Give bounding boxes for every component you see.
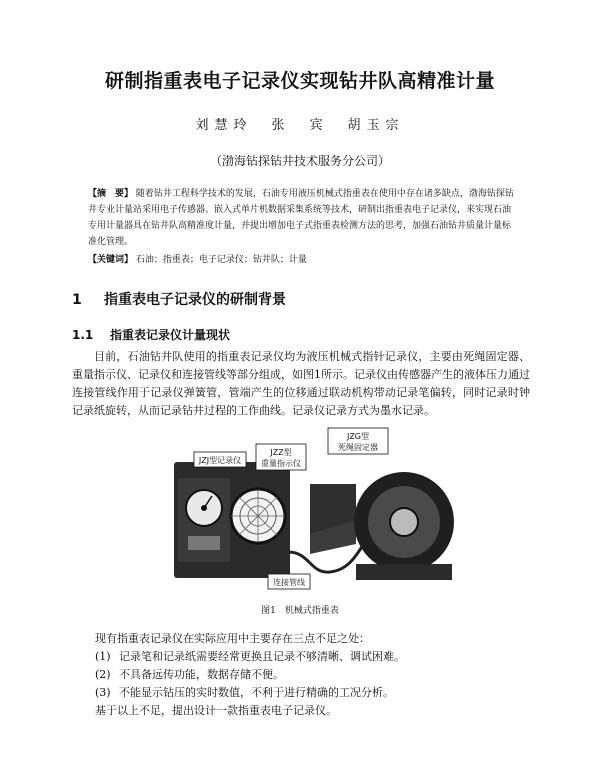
list-item-number: (2) (95, 668, 111, 681)
subsection-heading (72, 326, 230, 343)
section-heading (72, 289, 286, 309)
label-indicator-line2: 重量指示仪 (261, 459, 301, 468)
abstract-text: 随着钻井工程科学技术的发展，石油专用液压机械式指重表在使用中存在诸多缺点，渤海钻探钻井专业计量站采用电子传感器、嵌入式单片机数据采集系统等技术，研制出指重表电子记录仪，来实现石油专用计量器具在钻井队高精准度计量，并提出增加电子式指重表检测方法的思考，加强石油钻井质量计量标准化管理。 (88, 189, 514, 247)
paper-title: 研制指重表电子记录仪实现钻井队高精准计量 (104, 70, 495, 92)
label-anchor-line1: JZG型 (346, 432, 370, 441)
body-paragraph: 目前，石油钻井队使用的指重表记录仪均为液压机械式指针记录仪，主要由死绳固定器、重量指示仪、记录仪和连接管线等部分组成，如图1所示。记录仪由传感器产生的液体压力通过连接管线作用于记录仪弹簧管，管端产生的位移通过联动机构带动记录笔偏转，同时记录时钟记录纸旋转，从而记录钻井过程的工作曲线。记录仪记录方式为墨水记录。 (72, 350, 530, 417)
list-intro: 现有指重表记录仪在实际应用中主要存在三点不足之处： (95, 632, 370, 645)
figure-caption: 图1 机械式指重表 (261, 606, 339, 616)
keywords-text: 石油；指重表；电子记录仪；钻井队；计量 (135, 255, 307, 265)
after-figure-text (95, 630, 535, 720)
anchor-base (356, 564, 452, 580)
subsection-title: 指重表记录仪计量现状 (110, 328, 231, 342)
section-number: 1 (72, 292, 82, 308)
paper-affiliation: （渤海钻探钻井技术服务分公司） (209, 154, 390, 168)
subsection-number: 1.1 (72, 328, 94, 342)
list-item (95, 684, 535, 702)
mechanical-weight-indicator-illustration (160, 424, 456, 596)
paper-authors: 刘慧玲 张 宾 胡玉宗 (195, 118, 405, 133)
label-recorder: JZJ型记录仪 (198, 456, 242, 465)
label-pipe: 连接管线 (273, 578, 305, 587)
figure-1 (160, 424, 456, 596)
list-item-number: (1) (95, 650, 111, 663)
abstract (88, 186, 518, 250)
list-item-text: 记录笔和记录纸需要经常更换且记录不够清晰、调试困难。 (119, 650, 405, 663)
abstract-label: 【摘 要】 (88, 189, 134, 199)
conclusion-text: 基于以上不足，提出设计一款指重表电子记录仪。 (95, 704, 337, 717)
label-indicator-line1: JZZ型 (270, 448, 292, 457)
label-anchor-line2: 死绳固定器 (338, 443, 378, 452)
list-item-text: 不能显示钻压的实时数值，不利于进行精确的工况分析。 (119, 686, 394, 699)
keywords (88, 252, 518, 268)
list-item-number: (3) (95, 686, 111, 699)
list-item-text: 不具备远传功能，数据存储不便。 (119, 668, 284, 681)
section-title: 指重表电子记录仪的研制背景 (104, 292, 286, 308)
keywords-label: 【关键词】 (88, 255, 134, 265)
list-item (95, 666, 535, 684)
list-item (95, 648, 535, 666)
